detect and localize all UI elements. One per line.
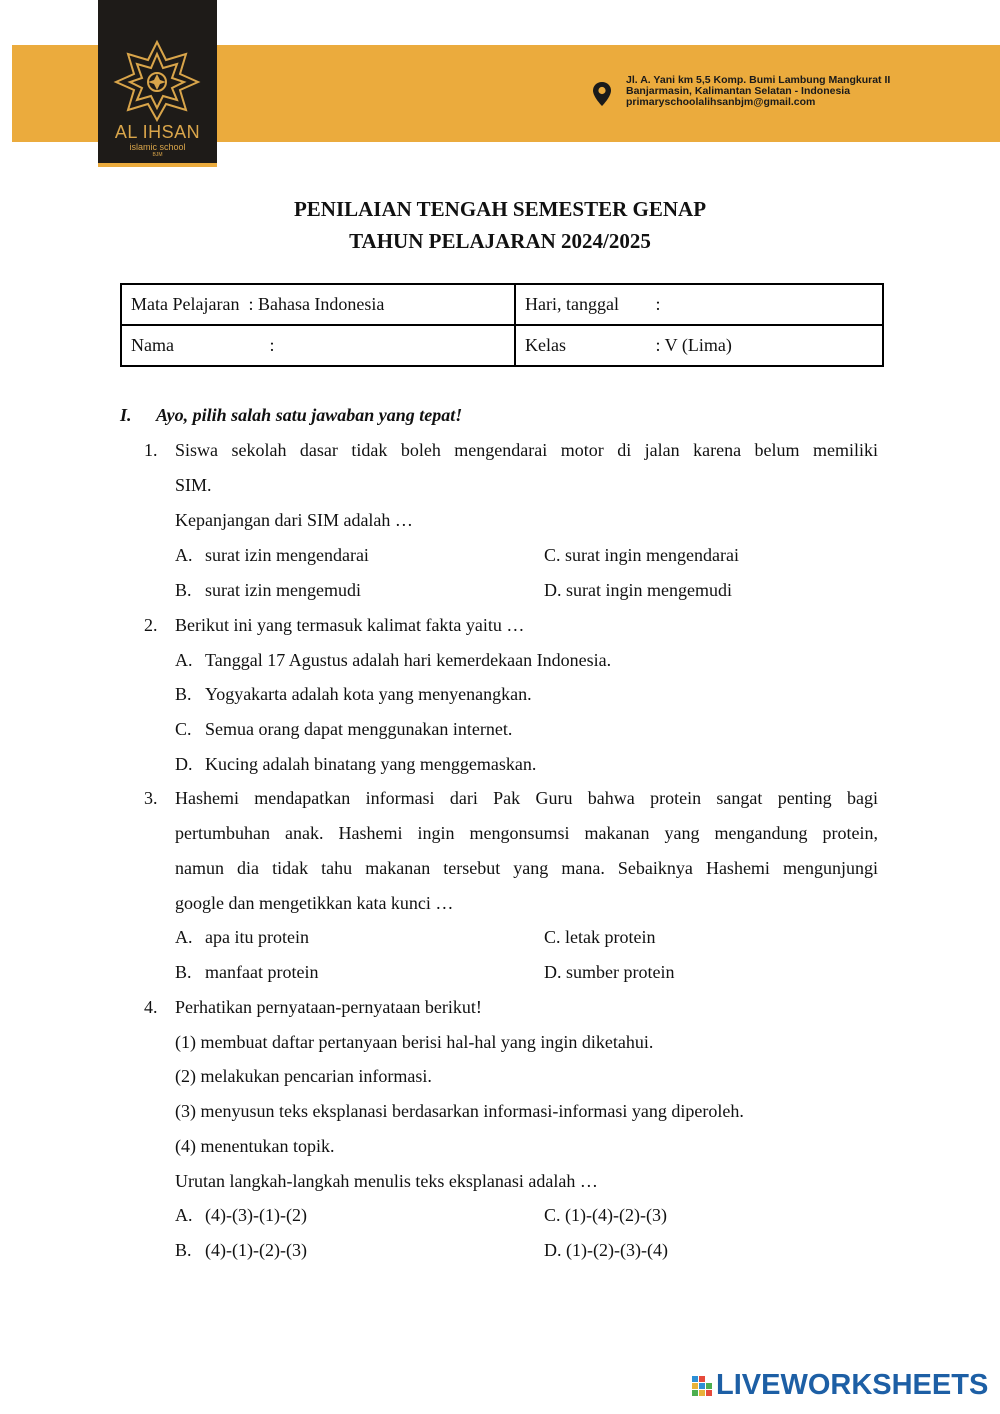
answer-option[interactable]	[544, 1198, 667, 1233]
option-text: manfaat protein	[205, 962, 319, 982]
statement-item: (3) menyusun teks eksplanasi berdasarkan informasi-informasi yang diperoleh.	[175, 1101, 744, 1121]
option-text: surat ingin mengendarai	[565, 545, 739, 565]
option-text: surat izin mengemudi	[205, 580, 361, 600]
question-prompt: Urutan langkah-langkah menulis teks eksplanasi adalah …	[175, 1171, 598, 1191]
option-letter: D.	[544, 580, 562, 600]
option-text: (4)-(1)-(2)-(3)	[205, 1240, 307, 1260]
option-text: surat izin mengendarai	[205, 545, 369, 565]
option-text: Tanggal 17 Agustus adalah hari kemerdekaan Indonesia.	[205, 650, 612, 670]
name-label: Nama	[131, 335, 174, 355]
option-text: apa itu protein	[205, 927, 309, 947]
name-value: :	[269, 335, 275, 355]
answer-option[interactable]	[175, 573, 361, 608]
option-letter: B.	[175, 580, 192, 600]
option-letter: D.	[544, 962, 562, 982]
school-city: BJM	[152, 152, 163, 158]
table-row	[121, 284, 883, 325]
ornament-star-icon	[104, 38, 210, 122]
answer-option[interactable]	[544, 1233, 668, 1268]
question-text-line: namun dia tidak tahu makanan tersebut yang mana. Sebaiknya Hashemi mengunjungi	[175, 858, 878, 878]
name-cell[interactable]	[121, 325, 515, 366]
question-text-line: google dan mengetikkan kata kunci …	[175, 893, 454, 913]
question-text-continued: SIM.	[175, 475, 212, 495]
question-text-line: Hashemi mendapatkan informasi dari Pak Guru bahwa protein sangat penting bagi	[175, 788, 878, 808]
option-letter: A.	[175, 545, 193, 565]
option-letter: C.	[544, 1205, 561, 1225]
answer-option[interactable]	[175, 1233, 307, 1268]
logo-underline	[98, 163, 217, 167]
question-text: Perhatikan pernyataan-pernyataan berikut!	[175, 997, 482, 1017]
question-number: 3.	[144, 788, 158, 808]
question-number: 2.	[144, 615, 158, 635]
question-prompt: Kepanjangan dari SIM adalah …	[175, 510, 413, 530]
subject-cell	[121, 284, 515, 325]
answer-option[interactable]	[544, 573, 732, 608]
location-pin-icon	[592, 81, 612, 107]
subject-label: Mata Pelajaran	[131, 294, 240, 314]
subject-value: : Bahasa Indonesia	[248, 294, 385, 314]
answer-option[interactable]	[175, 712, 512, 747]
option-letter: B.	[175, 962, 192, 982]
option-text: Semua orang dapat menggunakan internet.	[205, 719, 513, 739]
date-cell[interactable]	[515, 284, 883, 325]
option-letter: A.	[175, 1205, 193, 1225]
option-text: surat ingin mengemudi	[566, 580, 732, 600]
option-letter: A.	[175, 650, 193, 670]
option-text: Yogyakarta adalah kota yang menyenangkan.	[205, 684, 532, 704]
question-number: 1.	[144, 440, 158, 460]
section-heading	[120, 405, 462, 426]
answer-option[interactable]	[175, 920, 309, 955]
answer-option[interactable]	[175, 1198, 307, 1233]
answer-option[interactable]	[544, 538, 739, 573]
option-text: Kucing adalah binatang yang menggemaskan.	[205, 754, 537, 774]
option-letter: B.	[175, 684, 192, 704]
school-subtitle: islamic school	[129, 142, 186, 152]
question-text-line: pertumbuhan anak. Hashemi ingin mengonsumsi makanan yang mengandung protein,	[175, 823, 878, 843]
student-info-table	[120, 283, 884, 367]
option-letter: C.	[544, 545, 561, 565]
option-text: letak protein	[565, 927, 656, 947]
class-label: Kelas	[525, 335, 566, 355]
section-number: I.	[120, 405, 132, 425]
option-letter: C.	[175, 719, 192, 739]
school-address	[626, 75, 890, 108]
option-text: (4)-(3)-(1)-(2)	[205, 1205, 307, 1225]
question-text: Siswa sekolah dasar tidak boleh mengendarai motor di jalan karena belum memiliki	[175, 440, 878, 460]
page-subtitle: TAHUN PELAJARAN 2024/2025	[349, 229, 651, 253]
question-text: Berikut ini yang termasuk kalimat fakta yaitu …	[175, 615, 525, 635]
answer-option[interactable]	[544, 955, 674, 990]
liveworksheets-logo-icon	[692, 1376, 714, 1400]
option-text: (1)-(2)-(3)-(4)	[566, 1240, 668, 1260]
answer-option[interactable]	[175, 955, 318, 990]
statement-item: (4) menentukan topik.	[175, 1136, 335, 1156]
date-value: :	[655, 294, 661, 314]
option-text: sumber protein	[566, 962, 675, 982]
answer-option[interactable]	[175, 747, 536, 782]
answer-option[interactable]	[175, 643, 611, 678]
option-letter: A.	[175, 927, 193, 947]
option-text: (1)-(4)-(2)-(3)	[565, 1205, 667, 1225]
answer-option[interactable]	[544, 920, 655, 955]
statement-item: (1) membuat daftar pertanyaan berisi hal-hal yang ingin diketahui.	[175, 1032, 654, 1052]
section-instruction: Ayo, pilih salah satu jawaban yang tepat!	[156, 405, 463, 425]
class-value: : V (Lima)	[655, 335, 732, 355]
class-cell	[515, 325, 883, 366]
option-letter: D.	[175, 754, 193, 774]
option-letter: D.	[544, 1240, 562, 1260]
date-label: Hari, tanggal	[525, 294, 619, 314]
answer-option[interactable]	[175, 677, 532, 712]
option-letter: B.	[175, 1240, 192, 1260]
address-line: Banjarmasin, Kalimantan Selatan - Indonesia	[626, 85, 851, 97]
liveworksheets-brand[interactable]: LIVEWORKSHEETS	[716, 1369, 989, 1401]
school-email: primaryschoolalihsanbjm@gmail.com	[626, 96, 816, 108]
answer-option[interactable]	[175, 538, 369, 573]
table-row	[121, 325, 883, 366]
question-number: 4.	[144, 997, 158, 1017]
page-title: PENILAIAN TENGAH SEMESTER GENAP	[293, 197, 707, 221]
address-line: Jl. A. Yani km 5,5 Komp. Bumi Lambung Mangkurat II	[626, 74, 891, 86]
school-name: AL IHSAN	[114, 122, 201, 142]
statement-item: (2) melakukan pencarian informasi.	[175, 1066, 432, 1086]
option-letter: C.	[544, 927, 561, 947]
